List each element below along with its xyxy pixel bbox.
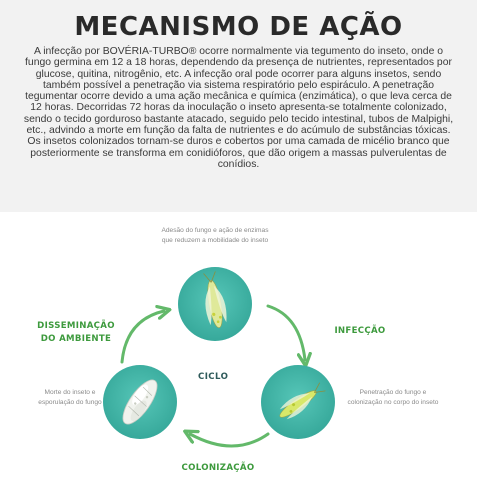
stage-circle-sporulation	[103, 365, 177, 439]
life-cycle-diagram	[0, 212, 477, 500]
arrow-disseminacao	[122, 311, 164, 362]
cycle-artwork	[0, 212, 477, 500]
caption-adhesion	[130, 226, 300, 246]
description-paragraph-1: A infecção por BOVÉRIA-TURBO® ocorre normalmente via tegumento do inseto, onde o fungo germina em 12 a 18 horas, dependendo da presença de nutrientes, representados por glucose, quitina, nitrogênio, etc. A infecção oral pode ocorrer para alguns insetos, sendo também possível a penetração via sistema respiratório pelo espiráculo. A penetração tegumentar ocorre devido a uma ação mecânica e química (enzimática), o que leva cerca de 12 horas. Decorridas 72 horas da inoculação o inseto apresenta-se totalmente colonizado, sendo o tecido gorduroso bastante atacado, seguido pelo tecido intestinal, tubos de Malpighi, etc., advindo a morte em função da falta de nutrientes e do acúmulo de substâncias tóxicas.	[23, 46, 454, 137]
stage-circle-penetration	[261, 365, 335, 439]
caption-adhesion-line-2: que reduzem a mobilidade do inseto	[161, 237, 269, 244]
arrow-colonizacao	[190, 434, 268, 446]
description-text	[22, 46, 455, 170]
description-paragraph-2: Os insetos colonizados tornam-se duros e cobertos por uma camada de micélio branco que posteriormente se transforma em conidióforos, que dão origem a massas pulverulentas de conídios.	[27, 136, 450, 170]
caption-sporulation-line-1: Morte do inseto e	[44, 389, 96, 396]
stage-label-infeccao: INFECÇÃO	[334, 326, 386, 336]
cycle-center-label: CICLO	[198, 372, 229, 382]
page-title: MECANISMO DE AÇÃO	[74, 12, 403, 42]
caption-adhesion-line-1: Adesão do fungo e ação de enzimas	[161, 227, 269, 234]
caption-penetration	[338, 388, 448, 408]
stage-label-disseminacao-line-2: DO AMBIENTE	[40, 334, 112, 344]
arrow-infeccao	[268, 306, 305, 360]
stage-label-disseminacao	[26, 320, 126, 346]
caption-sporulation	[28, 388, 112, 408]
stage-label-disseminacao-line-1: DISSEMINAÇÃO	[37, 321, 115, 331]
caption-sporulation-line-2: esporulação do fungo	[38, 399, 102, 406]
intro-section	[0, 0, 477, 212]
stage-label-colonizacao: COLONIZAÇÃO	[181, 463, 255, 473]
caption-penetration-line-1: Penetração do fungo e	[359, 389, 427, 396]
caption-penetration-line-2: colonização no corpo do inseto	[347, 399, 439, 406]
stage-circle-adhesion	[178, 267, 252, 341]
